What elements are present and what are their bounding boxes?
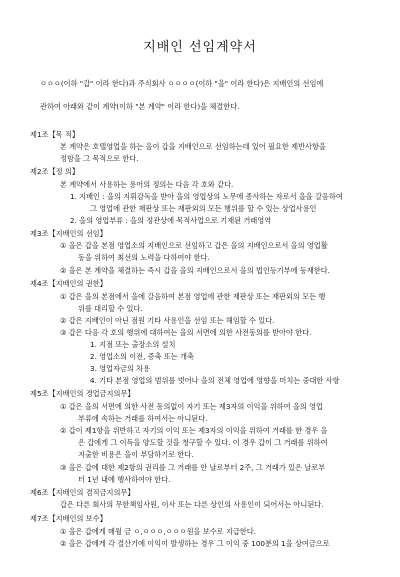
clause-line: 터 1년 내에 행사하여야 한다.	[78, 475, 171, 484]
clause-line: 본 계약은 호텔영업을 하는 을이 갑을 지배인으로 선임하는데 있어 필요한 제반사항을	[60, 142, 326, 151]
clause-line: 지출한 비용은 을이 부담하기로 한다.	[78, 450, 194, 459]
article-heading: 제1조【목 적】	[30, 130, 80, 139]
article-heading: 제2조【정 의】	[30, 167, 80, 176]
clause-line: ② 갑이 제1항을 위반하고 자기의 이익 또는 제3자의 이익을 위하여 거래를 한 경우 을	[60, 426, 328, 435]
clause-line: ① 을은 갑을 본점 영업소의 지배인으로 선임하고 갑은 을의 지배인으로서 을의 영업활	[60, 241, 328, 250]
clause-line: 2. 영업소의 이전, 증축 또는 개축	[90, 352, 194, 361]
clause-line: ② 을은 갑에게 각 결산기에 이익이 발생하는 경우 그 이익 중 100분의 1을 상여금으로	[60, 539, 330, 548]
clause-line: 1. 지점 또는 출장소의 설치	[90, 340, 176, 349]
clause-line: 본 계약에서 사용하는 용어의 정의는 다음 각 호와 같다.	[60, 180, 234, 189]
clause-line: 갑은 다른 회사의 무한책임사원, 이사 또는 다른 상인의 사용인이 되어서는 아니된다.	[60, 500, 324, 509]
clause-line: 은 갑에게 그 이득을 양도할 것을 청구할 수 있다. 이 경우 갑이 그 거래를 위하여	[78, 438, 328, 447]
clause-line: ① 갑은 을의 본점에서 을에 갈음하여 본점 영업에 관한 재판상 또는 재판외의 모든 행	[60, 292, 326, 301]
clause-line: 그 영업에 관한 재판상 또는 재판외의 모든 행위를 할 수 있는 상업사용인	[90, 204, 317, 213]
clause-line: 4. 기타 본점 영업의 범위를 벗어나 을의 전체 영업에 영향을 미치는 중대한 사항	[90, 376, 340, 385]
article-heading: 제6조【지배인의 겸직금지의무】	[30, 488, 135, 497]
clause-line: ③ 을은 갑에 대한 제2항의 권리를 그 거래를 안 날로부터 2주, 그 거래가 있은 날로부	[60, 463, 326, 472]
clause-line: 위를 대리할 수 있다.	[78, 304, 143, 313]
clause-line: ③ 갑은 다음 각 호의 행위에 대하여는 을의 서면에 의한 사전동의를 받아야 한다.	[60, 328, 312, 337]
intro-line: ㅇㅇㅇ(이하 "갑" 이라 한다)과 주식회사 ㅇㅇㅇㅇ(이하 "을" 이라 한다)은 지배인의 선임에	[40, 79, 324, 88]
clause-line: 1. 지배인 : 을의 지휘감독을 받아 을의 영업상의 노무에 종사하는 자로서 을을 갈음하여	[70, 192, 343, 201]
clause-line: 정함을 그 목적으로 한다.	[60, 154, 139, 163]
clause-line: 부류에 속하는 거래를 하여서는 아니된다.	[78, 414, 208, 423]
clause-line: ② 을은 본 계약을 체결하는 즉시 갑을 을의 지배인으로서 을의 법인등기부에 등재한다.	[60, 266, 330, 275]
clause-line: 동을 위하여 최선의 노력을 다하여야 한다.	[78, 253, 210, 262]
clause-line: 2. 을의 영업부류 : 을의 정관상에 목적사업으로 기재된 거래영역	[70, 216, 272, 225]
clause-line: 3. 영업자금의 차용	[90, 364, 151, 373]
article-heading: 제7조【지배인의 보수】	[30, 514, 107, 523]
article-heading: 제5조【지배인의 경업금지의무】	[30, 389, 135, 398]
clause-line: ② 갑은 지배인이 아닌 점원 기타 사용인을 선임 또는 해임할 수 있다.	[60, 316, 275, 325]
document-title: 지배인 선임계약서	[143, 40, 257, 55]
article-heading: 제4조【지배인의 권한】	[30, 279, 107, 288]
clause-line: ① 을은 갑에게 매월 금 ㅇ,ㅇㅇㅇ,ㅇㅇㅇ원을 보수로 지급한다.	[60, 527, 256, 536]
intro-line: 관하여 아래와 같이 계약(이하 "본 계약" 이라 한다)을 체결한다.	[40, 102, 240, 111]
clause-line: ① 갑은 을의 서면에 의한 사전 동의없이 자기 또는 제3자의 이익을 위하여 을의 영업	[60, 402, 323, 411]
article-heading: 제3조【지배인의 선임】	[30, 229, 107, 238]
